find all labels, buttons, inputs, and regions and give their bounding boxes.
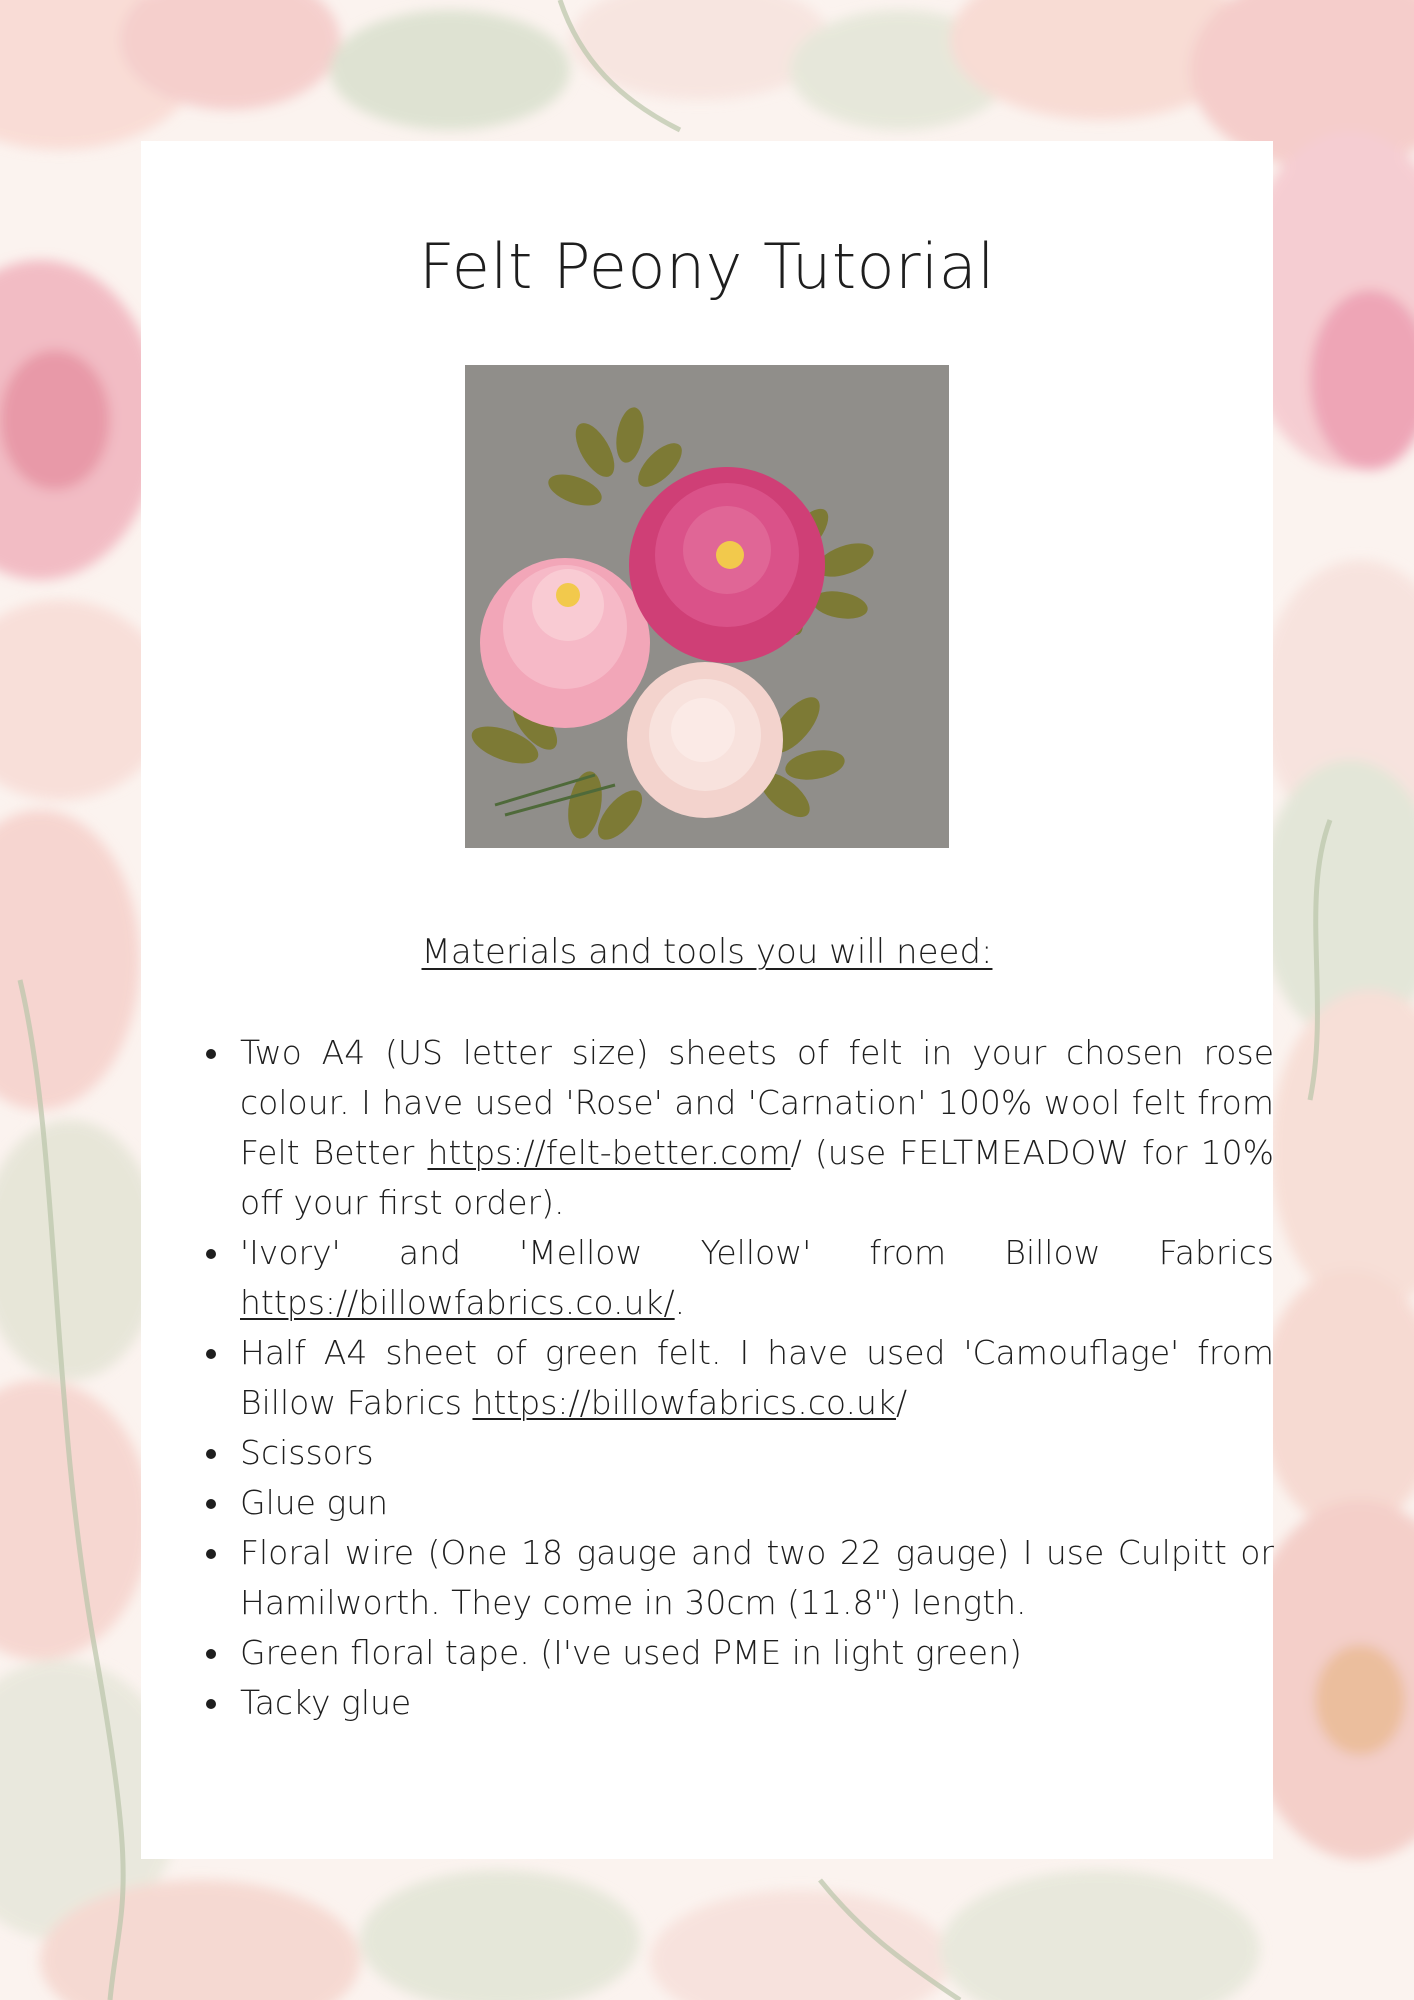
materials-heading: Materials and tools you will need: [421, 932, 993, 972]
list-item: Tacky glue [240, 1678, 1274, 1728]
list-item: Green floral tape. (I've used PME in light green) [240, 1628, 1274, 1678]
ivory-peony-icon [627, 662, 783, 818]
list-item: 'Ivory' and 'Mellow Yellow' from Billow Fabrics https://billowfabrics.co.uk/. [240, 1228, 1274, 1328]
materials-list [200, 1028, 1274, 1728]
list-item: Half A4 sheet of green felt. I have used 'Camouflage' from Billow Fabrics https://billowfabrics.co.uk/ [240, 1328, 1274, 1428]
magenta-peony-icon [629, 467, 825, 663]
page-title: Felt Peony Tutorial [418, 230, 996, 303]
billow-fabrics-link[interactable]: https://billowfabrics.co.uk/ [240, 1283, 675, 1322]
list-item: Glue gun [240, 1478, 1274, 1528]
list-item: Two A4 (US letter size) sheets of felt in your chosen rose colour. I have used 'Rose' and 'Carnation' 100% wool felt from Felt Better https://felt-better.com/ (use FELTMEADOW for 10% off your first order). [240, 1028, 1274, 1228]
list-item: Floral wire (One 18 gauge and two 22 gauge) I use Culpitt or Hamilworth. They come in 30cm (11.8") length. [240, 1528, 1274, 1628]
felt-better-link[interactable]: https://felt-better.com [427, 1133, 791, 1172]
pink-peony-icon [480, 558, 650, 728]
list-item: Scissors [240, 1428, 1274, 1478]
billow-fabrics-link-2[interactable]: https://billowfabrics.co.uk [472, 1383, 897, 1422]
felt-peony-photo [465, 365, 949, 848]
